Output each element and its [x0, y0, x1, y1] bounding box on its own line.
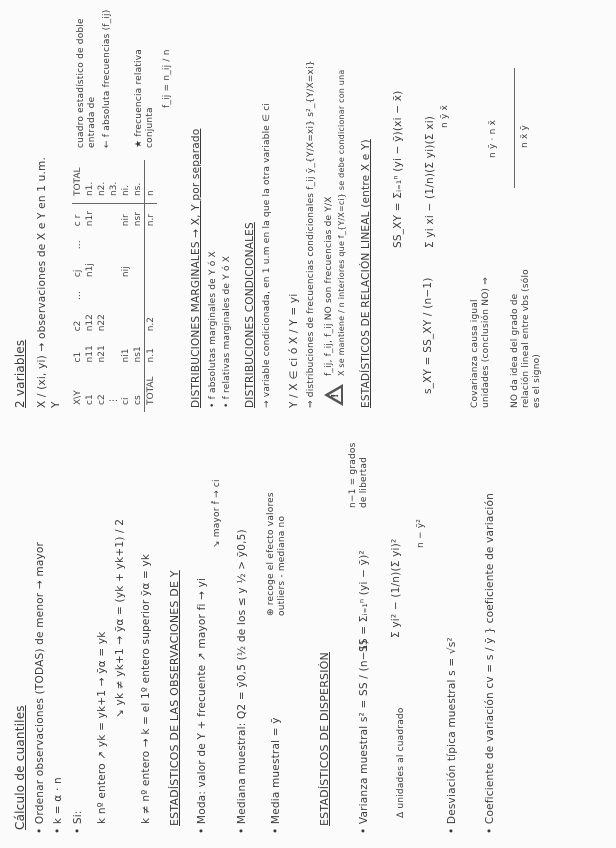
- table-cell: n1.: [84, 160, 96, 203]
- table-cell: [120, 233, 132, 256]
- cv-line: • Coeficiente de variación cv = s / ȳ } coeficiente de variación: [484, 492, 496, 834]
- table-cell: ns.: [132, 160, 145, 203]
- table-cell: [96, 233, 108, 256]
- table-cell: ni1: [121, 348, 131, 363]
- two-variables-title: 2 variables: [13, 339, 27, 408]
- table-cell: [96, 284, 108, 307]
- table-cell: c2: [97, 394, 107, 405]
- table-cell: n11: [85, 345, 95, 363]
- variance-line: • Varianza muestral s² = SS / (n−1): [358, 640, 370, 834]
- table-cell: [108, 338, 120, 369]
- ss-xy-formula: SS_XY = Σᵢ₌₁ⁿ (yi − ȳ)(xi − x̄): [392, 90, 404, 248]
- table-cell: c1: [85, 394, 95, 405]
- ss-formula: SS = Σᵢ₌₁ⁿ (yi − ȳ)²: [358, 550, 370, 652]
- covariance-note-2: NO da idea del grado de relación lineal entre vbs (sólo es el signo): [510, 269, 542, 408]
- table-cell: [108, 204, 120, 234]
- ss-xy-alt-denominator: n ȳ x̄: [440, 104, 450, 128]
- table-cell: ni.: [120, 160, 132, 203]
- quantiles-title: Cálculo de cuantiles: [13, 705, 27, 830]
- table-cell: [108, 256, 120, 284]
- table-row: [96, 160, 108, 412]
- quantiles-step-2: • k = α · n: [52, 777, 64, 834]
- ss-alt-formula: Σ yi² − (1/n)(Σ yi)²: [390, 538, 402, 638]
- table-cell: [84, 284, 96, 307]
- table-cell: n2.: [96, 160, 108, 203]
- table-cell: [132, 284, 145, 307]
- table-note-1: cuadro estadístico de doble entrada de: [76, 18, 97, 148]
- table-cell: [108, 284, 120, 307]
- mean-line: • Media muestral = ȳ: [270, 717, 282, 834]
- table-cell: c1: [73, 351, 83, 363]
- table-cell: n.r: [145, 204, 158, 234]
- table-cell: TOTAL: [145, 369, 158, 412]
- table-cell: [96, 204, 108, 234]
- table-cell: [108, 233, 120, 256]
- table-total-row: [145, 160, 158, 412]
- table-cell: [84, 233, 96, 256]
- warning-line-1: f_ij, f_ij, f_ij NO son frecuencias de Y/X: [324, 196, 334, 376]
- table-cell: TOTAL: [72, 160, 84, 203]
- mode-line: • Moda: valor de Y + frecuente ↗ mayor fi → yi: [196, 577, 208, 834]
- table-cell: ns1: [133, 346, 143, 363]
- table-cell: [145, 284, 158, 307]
- warning-line-2: X se mantiene / n interiores que f_{Y/X=ci} se debe condicionar con una: [337, 69, 346, 376]
- quantiles-noninteger-case: k ≠ nº entero → k = el 1º entero superior ȳα = yk: [140, 553, 152, 824]
- ss-alt-denominator: n − ȳ²: [416, 518, 426, 548]
- table-cell: n: [145, 160, 158, 203]
- marginal-title: DISTRIBUCIONES MARGINALES → X, Y por separado: [190, 128, 202, 408]
- table-row: [132, 160, 145, 412]
- observations-line: X / (xi, yi) → observaciones de X e Y en 1 u.m.: [36, 156, 48, 408]
- table-row: [120, 160, 132, 412]
- table-cell: c2: [73, 320, 83, 332]
- table-cell: n12: [85, 314, 95, 332]
- table-cell: …: [73, 240, 83, 250]
- covariance-note-1: Covarianza causa igual unidades (conclusión NO) ⇒: [470, 277, 491, 408]
- contingency-table: [72, 160, 157, 412]
- marginal-abs: • f absolutas marginales de Y ó X: [208, 251, 218, 408]
- conditional-title: DISTRIBUCIONES CONDICIONALES: [244, 222, 256, 408]
- linear-relation-title: ESTADÍSTICOS DE RELACIÓN LINEAL (entre X e Y): [360, 139, 372, 408]
- central-stats-title: ESTADÍSTICOS DE LAS OBSERVACIONES DE Y: [168, 570, 181, 826]
- final-denominator: n x̄ ȳ: [520, 124, 530, 148]
- table-cell: ci: [121, 397, 131, 405]
- table-cell: …: [73, 291, 83, 301]
- table-cell: [145, 256, 158, 284]
- degrees-freedom-note: n−1 = grados de libertad: [348, 442, 369, 508]
- quantiles-step-1: • Ordenar observaciones (TODAS) de menor → mayor: [34, 541, 46, 834]
- table-cell: [96, 256, 108, 284]
- table-cell: n21: [97, 345, 107, 363]
- table-note-2: ← f absoluta frecuencias (f_ij): [102, 9, 112, 148]
- warning-mark-icon: !: [330, 393, 341, 398]
- conditional-notation: Y / X ∈ ci ó X / Y = yi: [288, 293, 300, 408]
- table-header-row: [72, 160, 84, 412]
- table-cell: [145, 233, 158, 256]
- std-dev-line: • Desviación típica muestral s = √s²: [446, 637, 458, 834]
- units-squared-note: Δ unidades al cuadrado: [396, 707, 406, 818]
- table-cell: [132, 307, 145, 338]
- covariance-formula: s_XY = SS_XY / (n−1): [422, 277, 434, 394]
- table-cell: X\Y: [73, 390, 83, 405]
- table-cell: [120, 307, 132, 338]
- table-cell: [108, 307, 120, 338]
- conditional-subtitle: → variable condicionada, en 1 u.m en la que la otra variable ∈ ci: [262, 102, 272, 408]
- table-cell: c r: [73, 214, 83, 227]
- observations-line-y: Y: [50, 401, 62, 408]
- table-cell: [120, 284, 132, 307]
- table-cell: [132, 233, 145, 256]
- median-line: • Mediana muestral: Q2 = ȳ0,5 (½ de los ≤ y ½ > ȳ0,5): [236, 529, 248, 834]
- table-cell: cj: [73, 269, 83, 278]
- table-cell: nij: [121, 266, 131, 278]
- table-cell: n22: [97, 314, 107, 332]
- table-cell: n1r: [85, 211, 95, 227]
- mode-line-b: ↘ mayor f̂ → ci: [212, 479, 222, 548]
- table-cell: n1j: [85, 263, 95, 278]
- quantiles-integer-case-b: ↘ yk ≠ yk+1 → ȳα = (yk + yk+1) / 2: [114, 518, 126, 718]
- table-row: [84, 160, 96, 412]
- table-cell: n3.: [108, 160, 120, 203]
- table-cell: [132, 256, 145, 284]
- mean-note: ⊕ recoge el efecto valores outliers - mediana no: [266, 492, 287, 616]
- fraction-bar: [514, 68, 515, 188]
- dispersion-title: ESTADÍSTICOS DE DISPERSIÓN: [318, 652, 331, 826]
- table-row: [108, 160, 120, 412]
- table-cell: cs: [133, 395, 143, 405]
- table-cell: n.1: [145, 338, 158, 369]
- table-cell: ⋮: [109, 396, 119, 405]
- table-cell: n.2: [145, 307, 158, 338]
- table-cell: nsr: [133, 212, 143, 227]
- ss-xy-alt-formula: Σ yi xi − (1/n)(Σ yi)(Σ xi): [424, 115, 436, 248]
- quantiles-integer-case: k nº entero ↗ yk = yk+1 → ȳα = yk: [96, 631, 108, 824]
- marginal-rel: • f relativas marginales de Y ó X: [222, 255, 232, 408]
- quantiles-step-3: • Si:: [72, 810, 84, 834]
- relative-frequency-formula: f_ij = n_ij / n: [162, 49, 172, 108]
- covariance-denominator: n ȳ · n x̄: [488, 119, 498, 158]
- table-note-3: ★ frecuencia relativa conjunta: [134, 49, 155, 148]
- conditional-distributions: ⇒ distribuciones de frecuencias condicionales f_ij ȳ_{Y/X=xi} s²_{Y/X=xi}: [306, 60, 316, 408]
- table-cell: nir: [121, 214, 131, 227]
